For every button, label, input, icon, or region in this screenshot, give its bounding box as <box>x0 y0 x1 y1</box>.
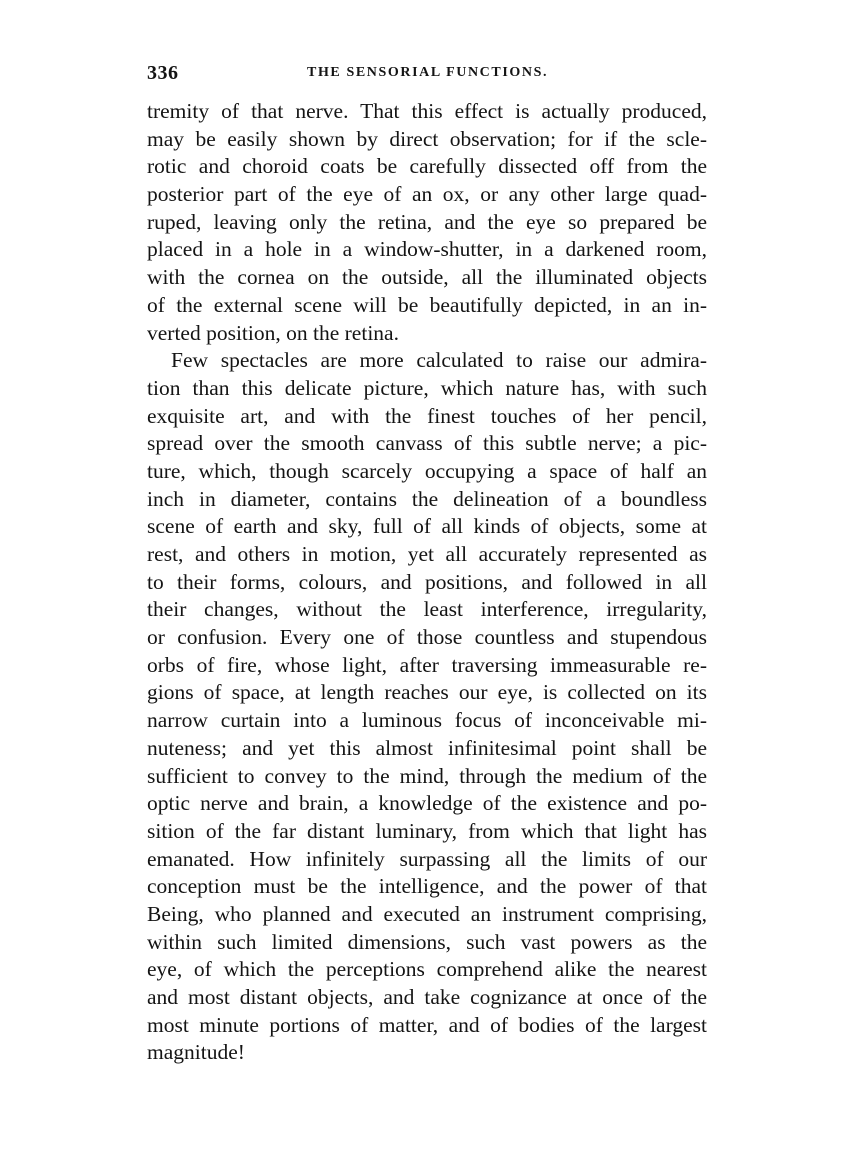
text-line: posterior part of the eye of an ox, or any other large quad- <box>147 182 707 207</box>
text-line: nuteness; and yet this almost infinitesimal point shall be <box>147 735 707 760</box>
running-title: THE SENSORIAL FUNCTIONS. <box>307 65 549 80</box>
text-line: most minute portions of matter, and of bodies of the largest <box>147 1012 707 1037</box>
text-line: exquisite art, and with the finest touches of her pencil, <box>147 403 707 428</box>
text-line: narrow curtain into a luminous focus of inconceivable mi- <box>147 708 707 733</box>
text-line: within such limited dimensions, such vast powers as the <box>147 929 707 954</box>
paragraph-2 <box>147 347 707 1067</box>
text-line: optic nerve and brain, a knowledge of the existence and po- <box>147 791 707 816</box>
text-line: rest, and others in motion, yet all accurately represented as <box>147 542 707 566</box>
text-line: with the cornea on the outside, all the illuminated objects <box>147 265 707 290</box>
text-line: Few spectacles are more calculated to raise our admira- <box>171 348 707 373</box>
text-line: their changes, without the least interference, irregularity, <box>147 597 707 622</box>
page-number: 336 <box>147 62 179 84</box>
text-line: sufficient to convey to the mind, through the medium of the <box>147 763 707 788</box>
text-line: tion than this delicate picture, which nature has, with such <box>147 375 707 400</box>
text-line: spread over the smooth canvass of this subtle nerve; a pic- <box>147 431 707 456</box>
body-text <box>147 98 707 1067</box>
text-line: scene of earth and sky, full of all kinds of objects, some at <box>147 514 707 539</box>
text-line: or confusion. Every one of those countless and stupendous <box>147 625 707 650</box>
text-line: sition of the far distant luminary, from which that light has <box>147 818 707 843</box>
text-line: magnitude! <box>147 1040 245 1065</box>
text-line: to their forms, colours, and positions, and followed in all <box>147 569 707 594</box>
text-line: placed in a hole in a window-shutter, in a darkened room, <box>147 237 707 262</box>
text-line: verted position, on the retina. <box>147 320 399 345</box>
paragraph-1 <box>147 98 707 347</box>
text-line: ruped, leaving only the retina, and the eye so prepared be <box>147 209 707 234</box>
text-line: may be easily shown by direct observation; for if the scle- <box>147 126 707 151</box>
text-line: eye, of which the perceptions comprehend alike the nearest <box>147 957 707 982</box>
text-line: Being, who planned and executed an instrument comprising, <box>147 901 707 926</box>
text-line: inch in diameter, contains the delineation of a boundless <box>147 486 707 511</box>
text-line: tremity of that nerve. That this effect is actually produced, <box>147 99 707 123</box>
text-line: conception must be the intelligence, and the power of that <box>147 874 707 899</box>
text-line: rotic and choroid coats be carefully dissected off from the <box>147 154 707 179</box>
text-line: and most distant objects, and take cognizance at once of the <box>147 985 707 1009</box>
running-head <box>147 62 705 86</box>
text-line: orbs of fire, whose light, after traversing immeasurable re- <box>147 652 707 677</box>
text-line: gions of space, at length reaches our eye, is collected on its <box>147 680 707 705</box>
text-line: ture, which, though scarcely occupying a space of half an <box>147 458 707 483</box>
text-line: of the external scene will be beautifully depicted, in an in- <box>147 292 707 317</box>
text-line: emanated. How infinitely surpassing all the limits of our <box>147 846 707 871</box>
